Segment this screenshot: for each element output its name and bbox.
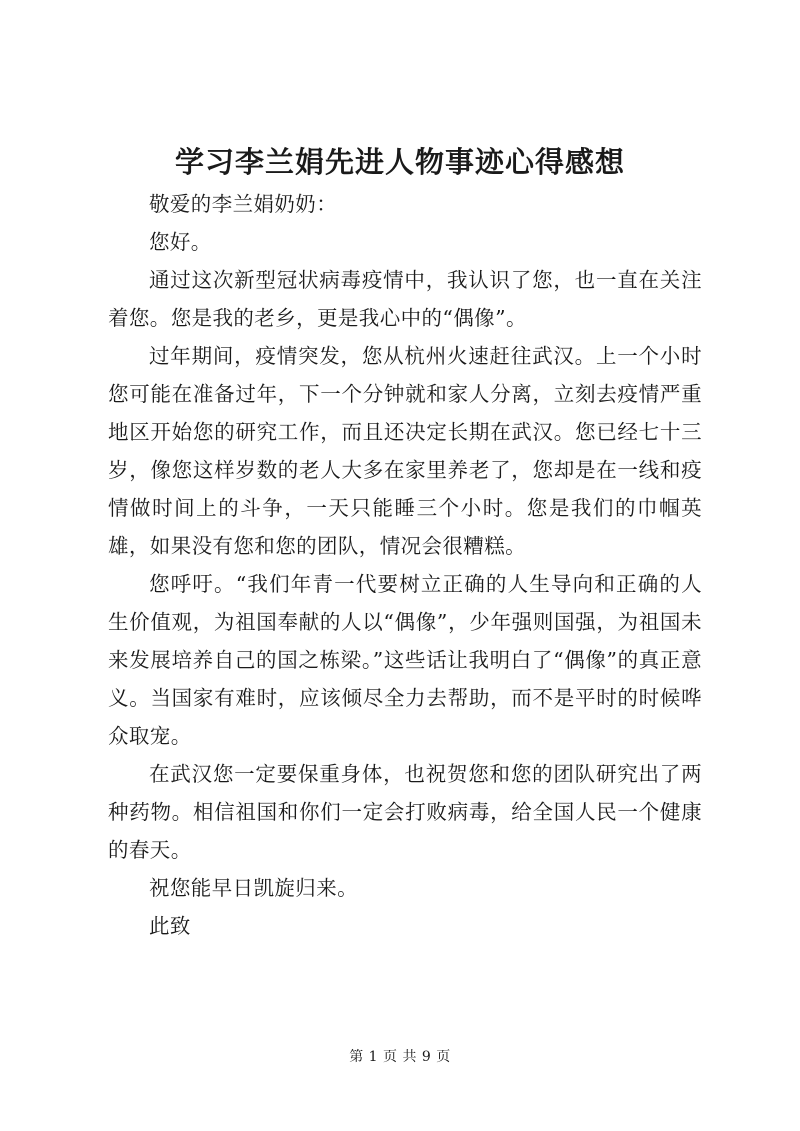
body-paragraph: 过年期间，疫情突发，您从杭州火速赶往武汉。上一个小时您可能在准备过年，下一个分钟就和家人分离，立刻去疫情严重地区开始您的研究工作，而且还决定长期在武汉。您已经七十三岁，像您这样岁数的老人大多在家里养老了，您却是在一线和疫情做时间上的斗争，一天只能睡三个小时。您是我们的巾帼英雄，如果没有您和您的团队，情况会很糟糕。: [108, 344, 702, 558]
document-title: 学习李兰娟先进人物事迹心得感想: [174, 145, 625, 179]
page-footer: 第 1 页 共 9 页: [349, 1049, 451, 1065]
document-body: [108, 185, 702, 945]
closing: 此致: [149, 914, 191, 938]
closing-wish: 祝您能早日凯旋归来。: [149, 876, 358, 900]
greeting: 您好。: [149, 230, 212, 254]
body-paragraph: 通过这次新型冠状病毒疫情中，我认识了您，也一直在关注着您。您是我的老乡，更是我心中的“偶像”。: [108, 268, 702, 330]
salutation: 敬爱的李兰娟奶奶：: [149, 192, 338, 216]
body-paragraph: 在武汉您一定要保重身体，也祝贺您和您的团队研究出了两种药物。相信祖国和你们一定会打败病毒，给全国人民一个健康的春天。: [108, 762, 702, 862]
body-paragraph: 您呼吁。“我们年青一代要树立正确的人生导向和正确的人生价值观，为祖国奉献的人以“偶像”，少年强则国强，为祖国未来发展培养自己的国之栋梁。”这些话让我明白了“偶像”的真正意义。当国家有难时，应该倾尽全力去帮助，而不是平时的时候哗众取宠。: [108, 572, 702, 748]
